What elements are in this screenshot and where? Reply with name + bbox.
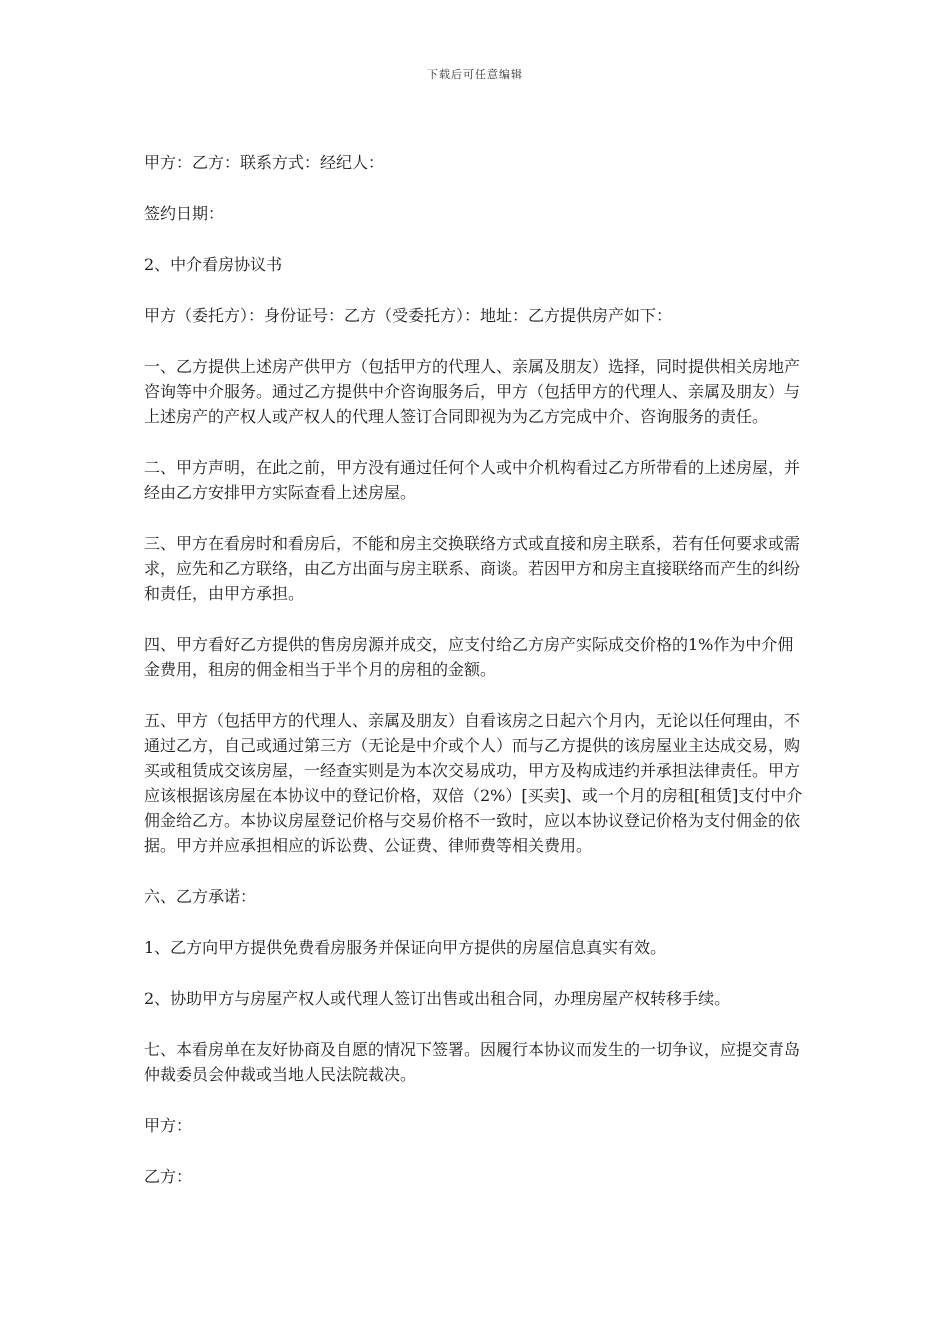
sign-date-line: 签约日期： xyxy=(144,204,225,223)
page-header-note: 下载后可任意编辑 xyxy=(427,68,523,81)
clause-5: 五、甲方（包括甲方的代理人、亲属及朋友）自看该房之日起六个月内，无论以任何理由，不通过乙方，自己或通过第三方（无论是中介或个人）而与乙方提供的该房屋业主达成交易，购买或租赁成交该房屋，一经查实则是为本次交易成功，甲方及构成违约并承担法律责任。甲方应该根据该房屋在本协议中的登记价格，双倍（2%）[买卖]、或一个月的房租[租赁]支付中介佣金给乙方。本协议房屋登记价格与交易价格不一致时，应以本协议登记价格为支付佣金的依据。甲方并应承担相应的诉讼费、公证费、律师费等相关费用。 xyxy=(144,711,803,855)
signature-party-b: 乙方： xyxy=(144,1167,193,1186)
clause-4: 四、甲方看好乙方提供的售房房源并成交，应支付给乙方房产实际成交价格的1%作为中介佣金费用，租房的佣金相当于半个月的房租的金额。 xyxy=(144,635,794,679)
clause-3: 三、甲方在看房时和看房后，不能和房主交换联络方式或直接和房主联系，若有任何要求或需求，应先和乙方联络，由乙方出面与房主联系、商谈。若因甲方和房主直接联络而产生的纠纷和责任，由甲方承担。 xyxy=(144,534,801,603)
clause-2: 二、甲方声明，在此之前，甲方没有通过任何个人或中介机构看过乙方所带看的上述房屋，并经由乙方安排甲方实际查看上述房屋。 xyxy=(144,458,801,502)
agreement-title: 2、中介看房协议书 xyxy=(144,255,283,274)
clause-6-heading: 六、乙方承诺： xyxy=(144,887,257,906)
clause-6-item-2: 2、协助甲方与房屋产权人或代理人签订出售或出租合同，办理房屋产权转移手续。 xyxy=(144,989,731,1008)
clause-6-item-1: 1、乙方向甲方提供免费看房服务并保证向甲方提供的房屋信息真实有效。 xyxy=(144,938,667,957)
party-info-line: 甲方：乙方：联系方式：经纪人： xyxy=(144,153,385,172)
clause-1: 一、乙方提供上述房产供甲方（包括甲方的代理人、亲属及朋友）选择，同时提供相关房地产咨询等中介服务。通过乙方提供中介咨询服务后，甲方（包括甲方的代理人、亲属及朋友）与上述房产的产权人或产权人的代理人签订合同即视为为乙方完成中介、咨询服务的责任。 xyxy=(144,357,801,426)
document-body xyxy=(144,150,809,1215)
signature-party-a: 甲方： xyxy=(144,1116,193,1135)
party-details-line: 甲方（委托方）：身份证号：乙方（受委托方）：地址：乙方提供房产如下： xyxy=(144,306,673,325)
clause-7: 七、本看房单在友好协商及自愿的情况下签署。因履行本协议而发生的一切争议，应提交青岛仲裁委员会仲裁或当地人民法院裁决。 xyxy=(144,1040,801,1084)
